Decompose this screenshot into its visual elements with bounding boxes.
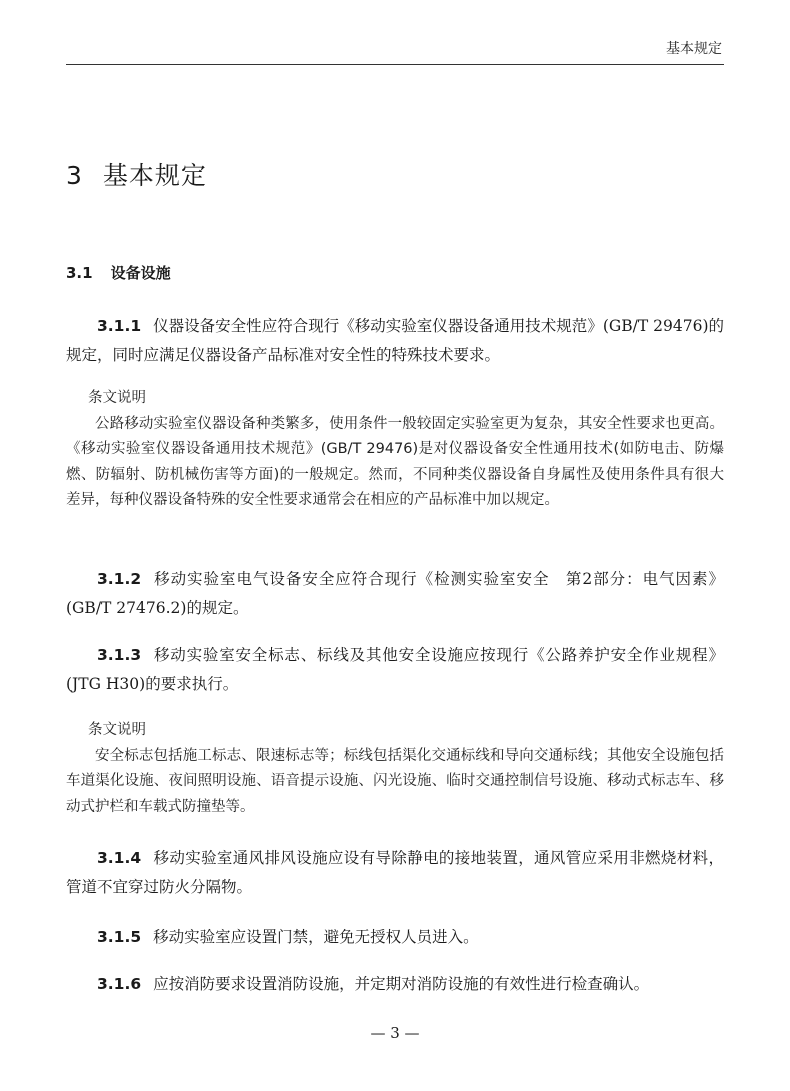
clause-number: 3.1.6 [97,975,142,993]
clause-text: 移动实验室安全标志、标线及其他安全设施应按现行《公路养护安全作业规程》(JTG H30)的要求执行。 [66,646,724,693]
explanation-label: 条文说明 [88,722,146,738]
chapter-heading [66,156,207,192]
clause-number: 3.1.3 [97,646,142,664]
explanation-text: 公路移动实验室仪器设备种类繁多，使用条件一般较固定实验室更为复杂，其安全性要求也更高。《移动实验室仪器设备通用技术规范》(GB/T 29476)是对仪器设备安全性通用技术(如防电击、防爆燃、防辐射、防机械伤害等方面)的一般规定。然而，不同种类仪器设备自身属性及使用条件具有很大差异，每种仪器设备特殊的安全性要求通常会在相应的产品标准中加以规定。 [66,415,724,508]
explanation-1 [66,386,724,514]
clause-text: 移动实验室应设置门禁，避免无授权人员进入。 [153,928,479,946]
running-header-title: 基本规定 [666,41,722,57]
clause-3-1-4 [66,844,724,902]
clause-number: 3.1.2 [97,570,142,588]
clause-3-1-2 [66,565,724,623]
section-heading [66,262,171,283]
chapter-number: 3 [66,161,83,190]
clause-text: 移动实验室通风排风设施应设有导除静电的接地装置，通风管应采用非燃烧材料，管道不宜穿过防火分隔物。 [66,849,724,896]
section-number: 3.1 [66,264,93,282]
header-rule [66,64,724,65]
clause-3-1-1 [66,312,724,370]
clause-text: 仪器设备安全性应符合现行《移动实验室仪器设备通用技术规范》(GB/T 29476)的规定，同时应满足仪器设备产品标准对安全性的特殊技术要求。 [66,317,724,364]
chapter-title: 基本规定 [102,161,207,190]
clause-number: 3.1.4 [97,849,142,867]
explanation-label: 条文说明 [88,390,146,406]
explanation-text: 安全标志包括施工标志、限速标志等；标线包括渠化交通标线和导向交通标线；其他安全设施包括车道渠化设施、夜间照明设施、语音提示设施、闪光设施、临时交通控制信号设施、移动式标志车、移动式护栏和车载式防撞垫等。 [66,747,724,815]
clause-3-1-5 [66,923,724,952]
clause-3-1-6 [66,970,724,999]
clause-number: 3.1.1 [97,317,142,335]
section-title: 设备设施 [110,264,171,282]
explanation-2 [66,718,724,820]
page-number: — 3 — [370,1024,420,1042]
clause-3-1-3 [66,641,724,699]
clause-text: 移动实验室电气设备安全应符合现行《检测实验室安全 第2部分：电气因素》(GB/T 27476.2)的规定。 [66,570,724,617]
clause-number: 3.1.5 [97,928,142,946]
clause-text: 应按消防要求设置消防设施，并定期对消防设施的有效性进行检查确认。 [153,975,650,993]
